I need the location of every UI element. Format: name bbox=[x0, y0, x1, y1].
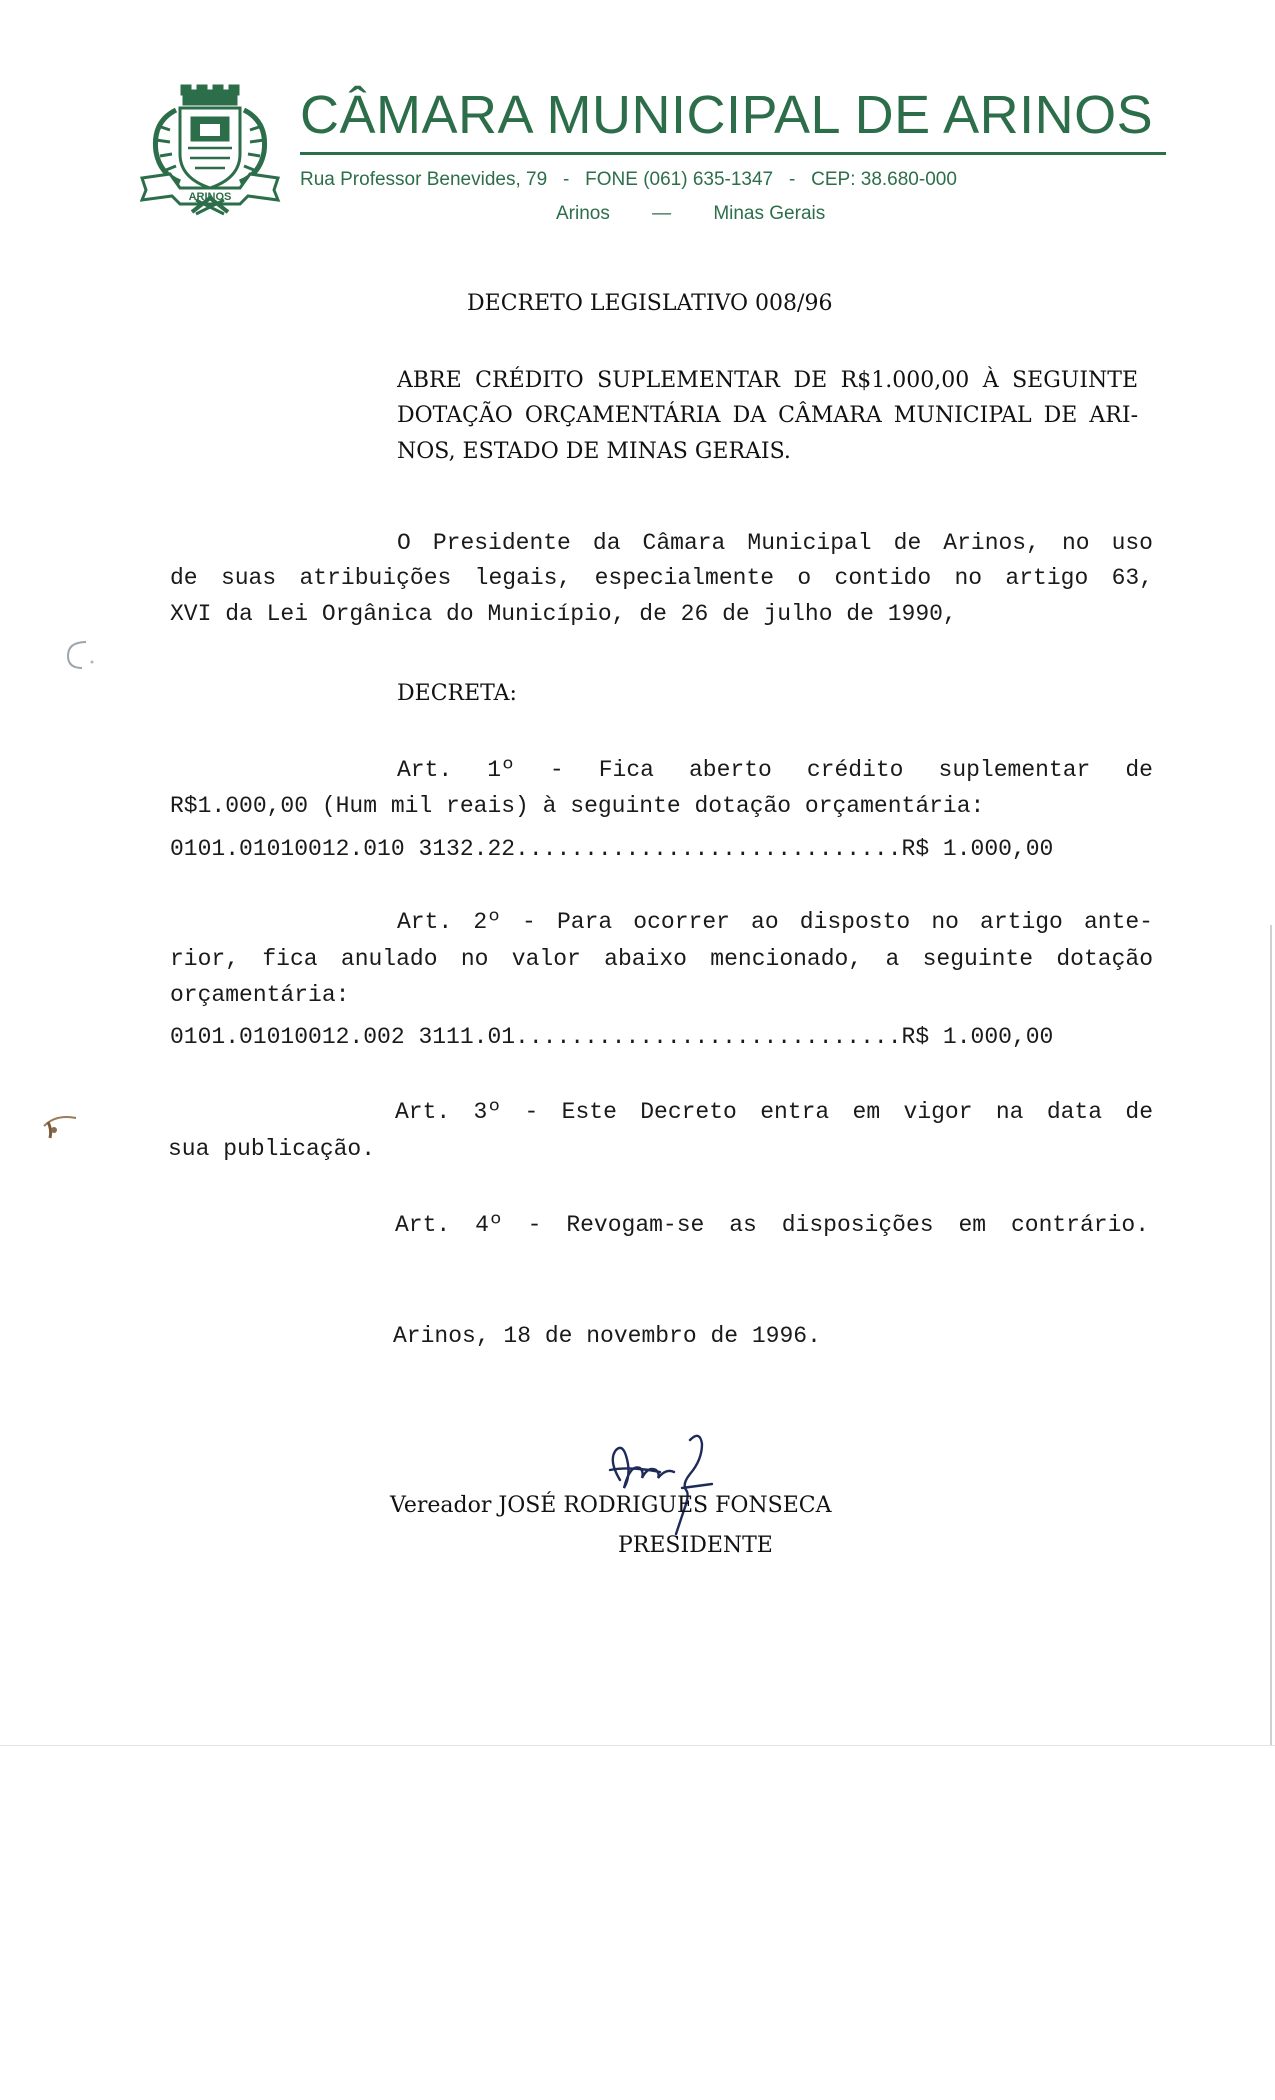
article-2-line: Art. 2º - Para ocorrer ao disposto no artigo ante- bbox=[397, 909, 1153, 935]
signatory-role: PRESIDENTE bbox=[618, 1533, 773, 1558]
scan-edge-vertical bbox=[1270, 925, 1272, 1745]
article-4: Art. 4º - Revogam-se as disposições em contrário. bbox=[395, 1212, 1149, 1238]
decree-title: DECRETO LEGISLATIVO 008/96 bbox=[467, 291, 833, 316]
article-1-line: Art. 1º - Fica aberto crédito suplementar de bbox=[397, 757, 1153, 783]
municipal-coat-of-arms-icon bbox=[140, 82, 285, 217]
chamber-address: Rua Professor Benevides, 79 - FONE (061) 635-1347 - CEP: 38.680-000 bbox=[300, 169, 957, 190]
date-place-line: Arinos, 18 de novembro de 1996. bbox=[393, 1323, 821, 1349]
preamble-line: O Presidente da Câmara Municipal de Arinos, no uso bbox=[397, 530, 1153, 556]
letterhead bbox=[140, 82, 1170, 232]
decreta-heading: DECRETA: bbox=[397, 681, 517, 706]
chamber-name: CÂMARA MUNICIPAL DE ARINOS bbox=[300, 85, 1154, 145]
preamble-line: XVI da Lei Orgânica do Município, de 26 de julho de 1990, bbox=[170, 601, 957, 627]
ementa-line: DOTAÇÃO ORÇAMENTÁRIA DA CÂMARA MUNICIPAL DE ARI- bbox=[397, 403, 1138, 428]
handwritten-signature-icon bbox=[590, 1430, 720, 1535]
article-2-line: rior, fica anulado no valor abaixo mencionado, a seguinte dotação bbox=[170, 946, 1153, 972]
ink-smudge-icon bbox=[34, 1108, 84, 1148]
crest-ribbon-text: ARINOS bbox=[188, 191, 232, 203]
article-3-line: sua publicação. bbox=[168, 1136, 376, 1162]
signatory-name: Vereador JOSÉ RODRIGUES FONSECA bbox=[390, 1493, 832, 1518]
ementa-line: ABRE CRÉDITO SUPLEMENTAR DE R$1.000,00 À SEGUINTE bbox=[397, 368, 1138, 393]
article-3-line: Art. 3º - Este Decreto entra em vigor na data de bbox=[395, 1099, 1153, 1125]
article-1-allocation: 0101.01010012.010 3132.22............................R$ 1.000,00 bbox=[170, 836, 1054, 862]
article-2-line: orçamentária: bbox=[170, 982, 350, 1008]
punch-hole-mark-icon bbox=[60, 636, 100, 676]
ementa-line: NOS, ESTADO DE MINAS GERAIS. bbox=[397, 439, 791, 464]
preamble-line: de suas atribuições legais, especialmente o contido no artigo 63, bbox=[170, 565, 1153, 591]
article-1-line: R$1.000,00 (Hum mil reais) à seguinte dotação orçamentária: bbox=[170, 793, 985, 819]
chamber-city: Arinos — Minas Gerais bbox=[556, 203, 826, 224]
scan-edge-horizontal bbox=[0, 1745, 1275, 1746]
letterhead-divider bbox=[300, 152, 1166, 155]
article-2-allocation: 0101.01010012.002 3111.01............................R$ 1.000,00 bbox=[170, 1024, 1054, 1050]
